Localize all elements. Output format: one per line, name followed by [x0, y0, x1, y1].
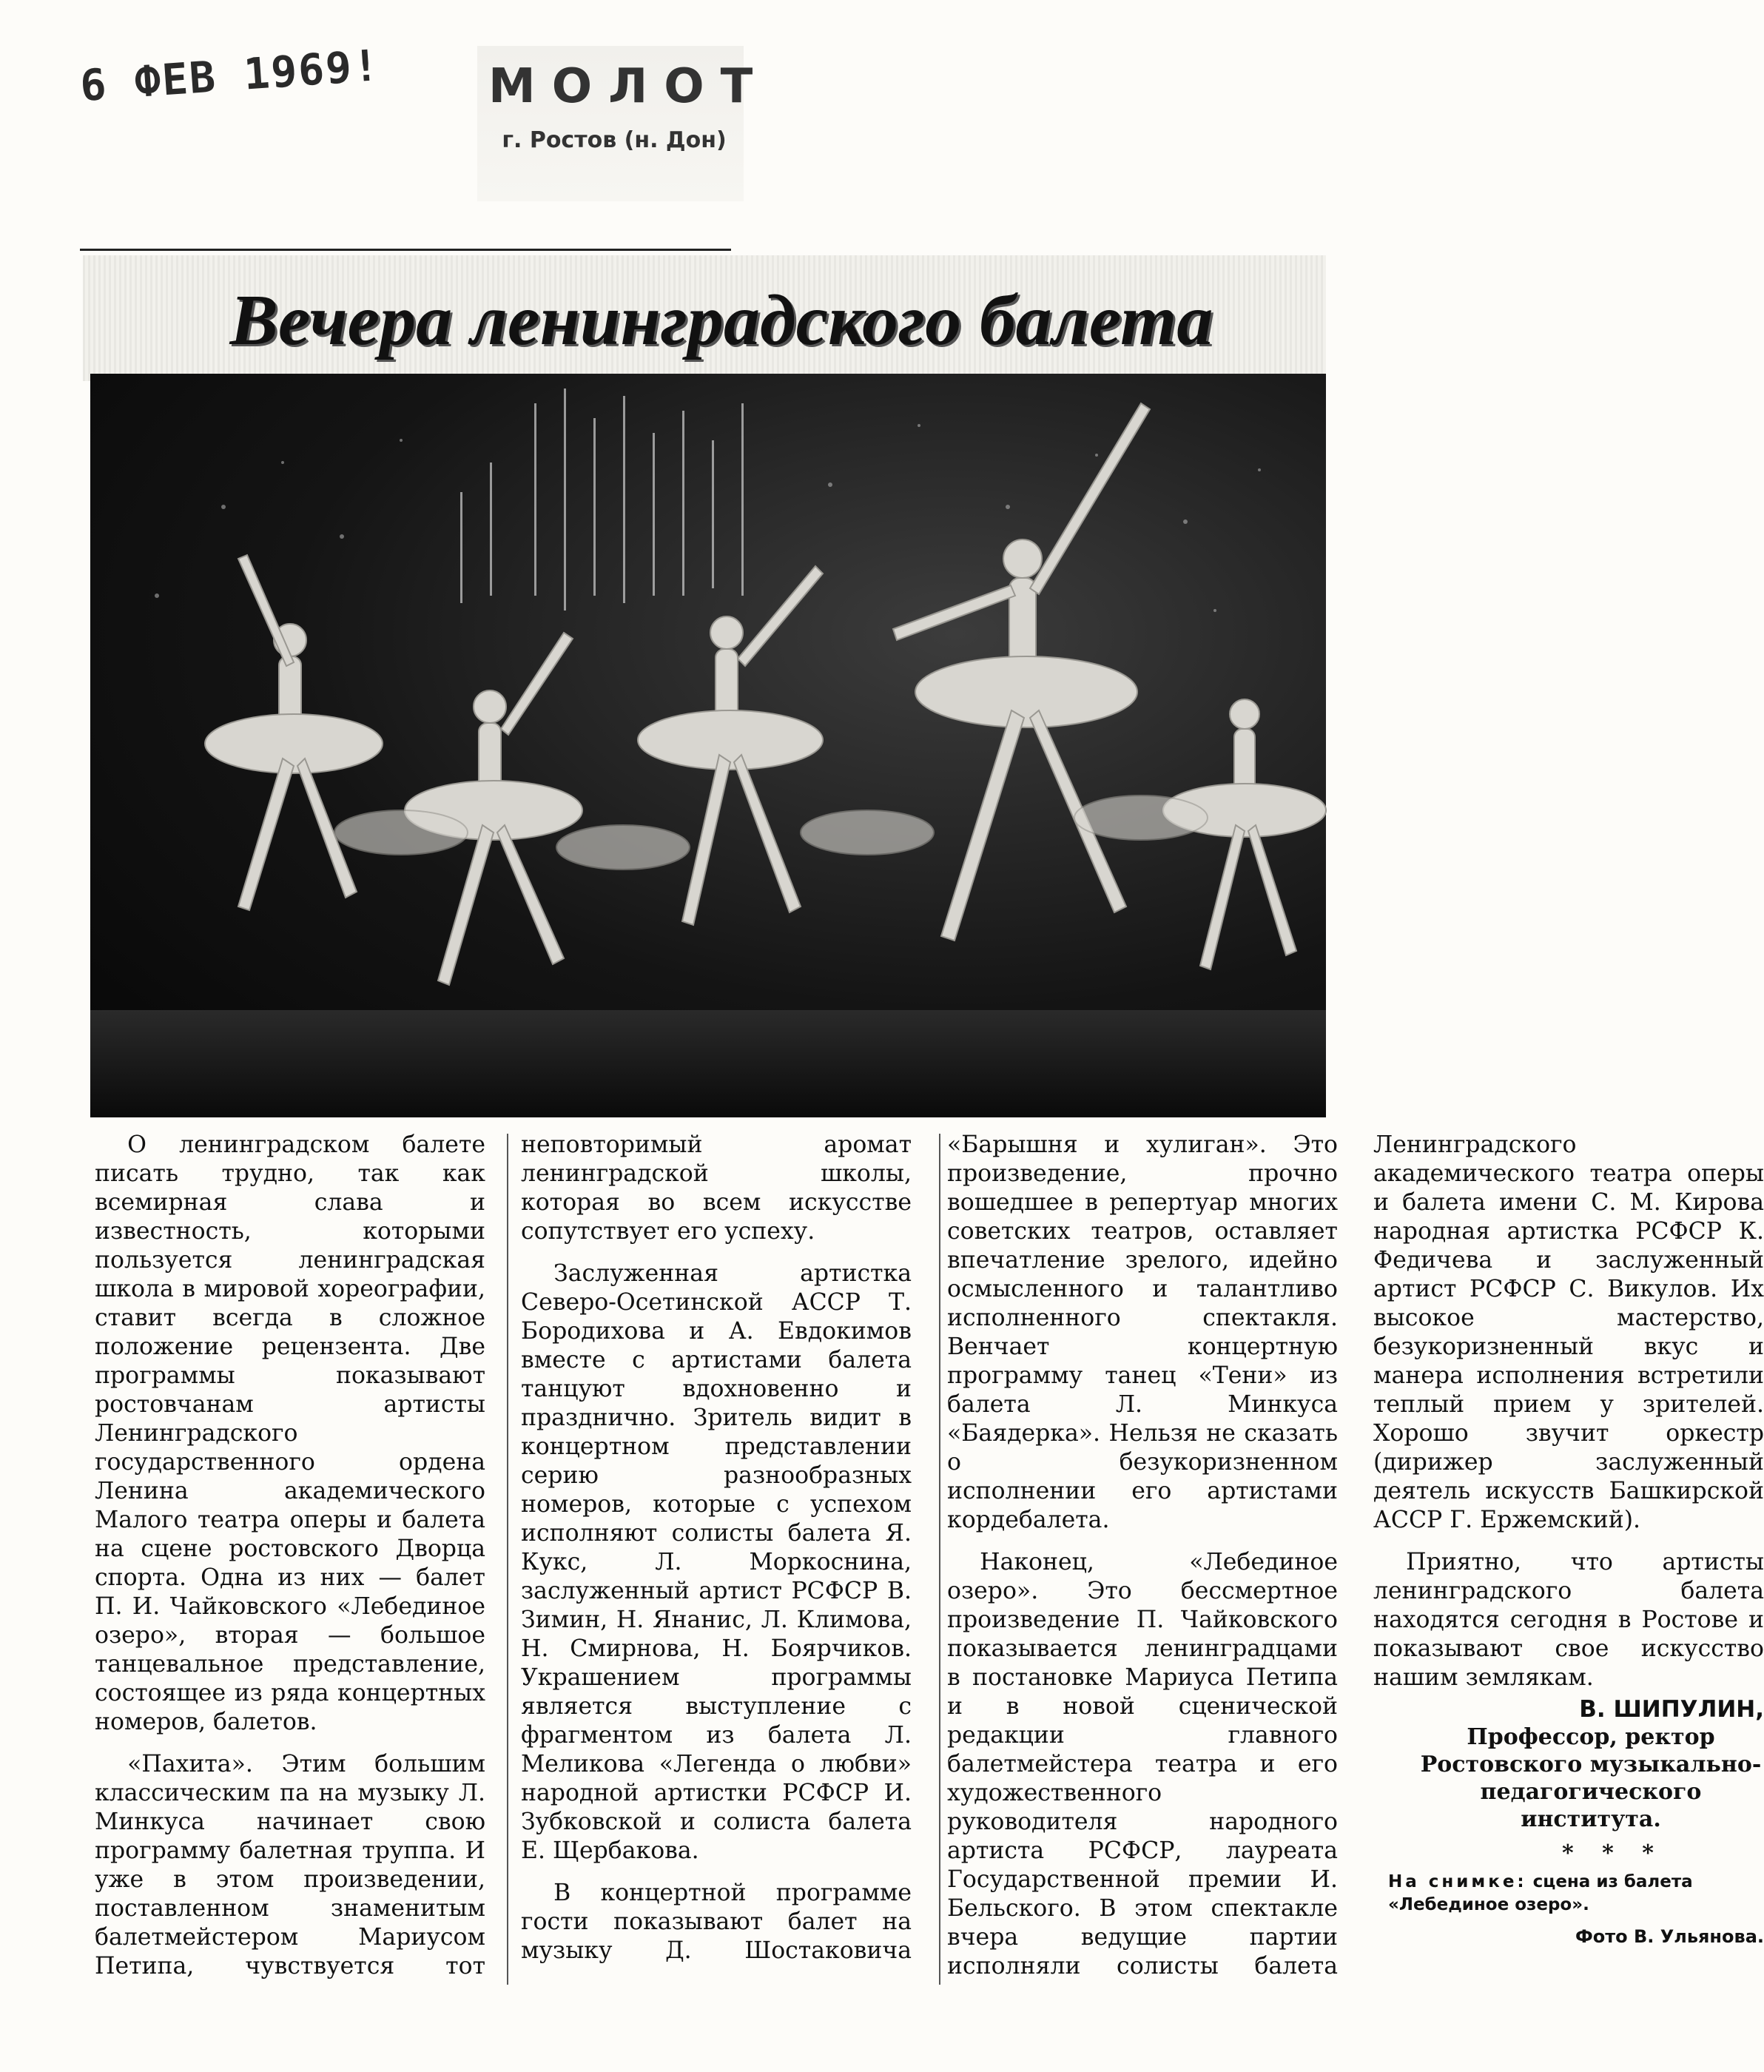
section-divider-stars: * * * [1562, 1840, 1664, 1866]
newspaper-name: МОЛОТ [488, 59, 770, 114]
caption-lead: На снимке: [1388, 1872, 1527, 1891]
article-paragraph: «Пахита». Этим большим классическим па на музыку Л. Минкуса начинает свою программу балетная труппа. И уже в этом произведении, поставленном знаменитым балетмейстером Мариусом Петипа, чувствуется тот неповторимый аромат ленинградской школы, которая во всем искусстве сопутствует его успеху. [95, 1131, 912, 1980]
article-body [95, 1131, 1764, 1989]
author-name: В. ШИПУЛИН, [1579, 1696, 1764, 1723]
ballet-photo [90, 374, 1326, 1117]
ballet-scene-illustration [90, 374, 1326, 1117]
article-paragraph: В концертной программе гости показывают балет на музыку Д. Шостаковича «Барышня и хулиган». Это произведение, прочно вошедшее в репертуар многих советских театров, оставляет впечатление зрелого, идейно осмысленного и талантливо исполненного спектакля. Венчает концертную программу танец «Тени» из балета Л. Минкуса «Баядерка». Нельзя не сказать о безукоризненном исполнении его артистами кордебалета. [521, 1131, 1338, 1964]
author-title: Профессор, ректор Ростовского музыкально-педагогического института. [1420, 1724, 1762, 1832]
article-paragraph: О ленинградском балете писать трудно, так как всемирная слава и известность, которыми пользуется ленинградская школа в мировой хореографии, ставит всегда в сложное положение рецензента. Две программы показывают ростовчанам артисты Ленинградского государственного ордена Ленина академического Малого театра оперы и балета на сцене ростовского Дворца спорта. Одна из них — балет П. И. Чайковского «Лебединое озеро», вторая — большое танцевальное представление, состоящее из ряда концертных номеров, балетов. [95, 1131, 485, 1735]
article-paragraph: Наконец, «Лебединое озеро». Это бессмертное произведение П. Чайковского показывается ленинградцами в постановке Мариуса Петипа и в новой сценической редакции главного балетмейстера театра и его художественного руководителя народного артиста РСФСР, лауреата Государственной премии И. Бельского. В этом спектакле вчера ведущие партии исполняли солисты балета Ленинградского академического театра оперы и балета имени С. М. Кирова народная артистка РСФСР К. Федичева и заслуженный артист РСФСР С. Викулов. Их высокое мастерство, безукоризненный вкус и манера исполнения встретили теплый прием у зрителей. Хорошо звучит оркестр (дирижер заслуженный деятель искусств Башкирской АССР Г. Ержемский). [947, 1131, 1764, 1980]
photo-caption [1373, 1871, 1764, 1917]
top-rule [80, 249, 731, 251]
date-stamp: 6 ФЕВ 1969! [78, 39, 382, 112]
newspaper-city: г. Ростов (н. Дон) [502, 127, 727, 153]
article-headline: Вечера ленинградского балета [229, 280, 1213, 360]
caption-text: сцена из балета «Лебединое озеро». [1388, 1872, 1693, 1914]
photo-credit: Фото В. Ульянова. [1575, 1926, 1764, 1947]
article-paragraph: Приятно, что артисты ленинградского балета находятся сегодня в Ростове и показывают свое искусство нашим землякам. [1373, 1549, 1764, 1691]
article-paragraph: Заслуженная артистка Северо-Осетинской АССР Т. Бородихова и А. Евдокимов вместе с артистами балета танцуют вдохновенно и празднично. Зритель видит в концертном представлении серию разнообразных номеров, которые с успехом исполняют солисты балета Я. Кукс, Л. Моркоснина, заслуженный артист РСФСР В. Зимин, Н. Янанис, Л. Климова, Н. Смирнова, Н. Боярчиков. Украшением программы является выступление с фрагментом из балета Л. Меликова «Легенда о любви» народной артистки РСФСР И. Зубковской и солиста балета Е. Щербакова. [521, 1260, 912, 1864]
